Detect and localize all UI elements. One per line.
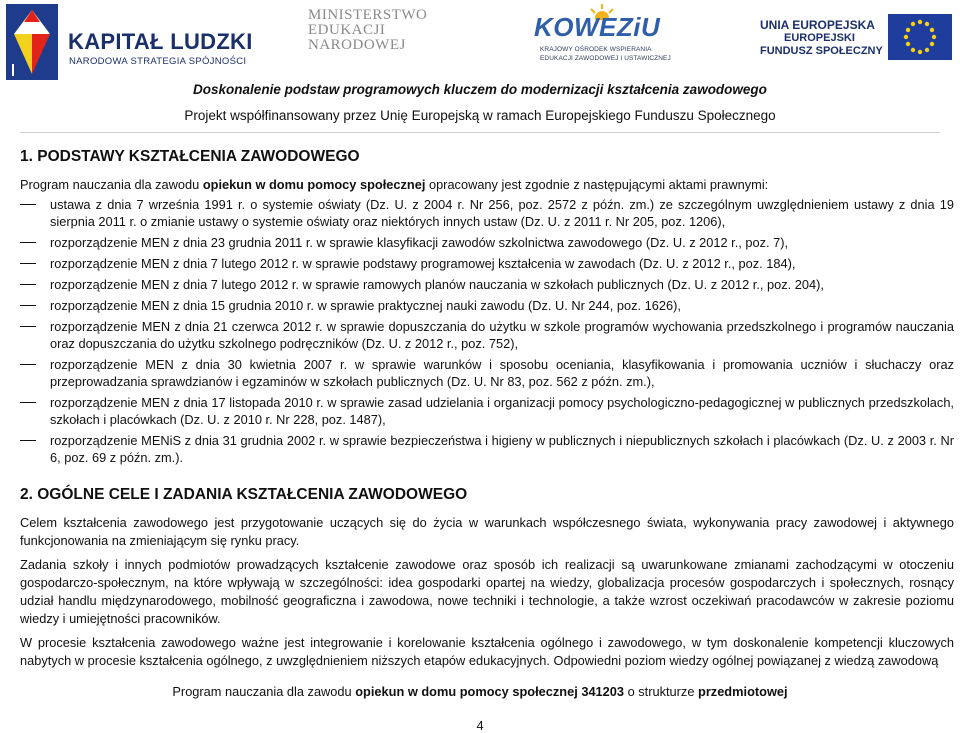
intro-text-pre: Program nauczania dla zawodu [20,177,203,192]
koweziu-title: KOWEZiU [534,12,661,42]
list-item: ustawa z dnia 7 września 1991 r. o systemie oświaty (Dz. U. z 2004 r. Nr 256, poz. 2572 z późn. zm.) ze szczególnym uwzględnieniem ustawy z dnia 19 sierpnia 2011 r. o zmianie ustawy o systemie oświaty oraz niektórych innych ustaw (Dz. U. z 2011 r. Nr 205, poz. 1206), [20,196,954,230]
ue-line-3: FUNDUSZ SPOŁECZNY [760,45,883,57]
footer-profession: opiekun w domu pomocy społecznej 341203 [355,684,625,699]
men-line-3: NARODOWEJ [308,37,406,53]
kapital-ludzki-emblem-icon [6,4,58,80]
list-item: rozporządzenie MEN z dnia 7 lutego 2012 r. w sprawie podstawy programowej kształcenia w zawodach (Dz. U. z 2012 r., poz. 184), [20,255,954,272]
intro-text-post: opracowany jest zgodnie z następującymi aktami prawnymi: [425,177,769,192]
ue-line-1: UNIA EUROPEJSKA [760,18,875,32]
page-footer [0,684,960,699]
section-1-intro [20,177,768,192]
footer-structure: przedmiotowej [698,684,788,699]
koweziu-subtitle-2: EDUKACJI ZAWODOWEJ I USTAWICZNEJ [540,55,671,62]
footer-text-pre: Program nauczania dla zawodu [172,684,356,699]
kapital-ludzki-subtitle: NARODOWA STRATEGIA SPÓJNOŚCI [69,56,247,67]
list-item: rozporządzenie MEN z dnia 7 lutego 2012 r. w sprawie ramowych planów nauczania w szkołach publicznych (Dz. U. z 2012 r., poz. 204), [20,276,954,293]
legal-acts-list [20,196,954,470]
list-item: rozporządzenie MEN z dnia 21 czerwca 2012 r. w sprawie dopuszczania do użytku w szkole programów wychowania przedszkolnego i programów nauczania oraz dopuszczania do użytku szkolnego podręczników (Dz. U. z 2012 r., poz. 752), [20,318,954,352]
section-2-heading: 2. OGÓLNE CELE I ZADANIA KSZTAŁCENIA ZAWODOWEGO [20,486,468,503]
list-item: rozporządzenie MEN z dnia 17 listopada 2010 r. w sprawie zasad udzielania i organizacji pomocy psychologiczno-pedagogicznej w publicznych przedszkolach, szkołach i placówkach (Dz. U. z 2010 r. Nr 228, poz. 1487), [20,394,954,428]
list-item: rozporządzenie MEN z dnia 15 grudnia 2010 r. w sprawie praktycznej nauki zawodu (Dz. U. Nr 244, poz. 1626), [20,297,954,314]
list-item: rozporządzenie MENiS z dnia 31 grudnia 2002 r. w sprawie bezpieczeństwa i higieny w publicznych i niepublicznych szkołach i placówkach (Dz. U. z 2003 r. Nr 6, poz. 69 z późn. zm.). [20,432,954,466]
kapital-ludzki-title: KAPITAŁ LUDZKI [68,29,253,54]
koweziu-subtitle-1: KRAJOWY OŚRODEK WSPIERANIA [540,46,652,53]
list-item: rozporządzenie MEN z dnia 30 kwietnia 2007 r. w sprawie warunków i sposobu oceniania, klasyfikowania i promowania uczniów i słuchaczy oraz przeprowadzania sprawdzianów i egzaminów w szkołach publicznych (Dz. U. Nr 83, poz. 562 z późn. zm.), [20,356,954,390]
footer-text-mid: o strukturze [624,684,698,699]
project-title: Doskonalenie podstaw programowych kluczem do modernizacji kształcenia zawodowego [193,82,767,97]
koweziu-logo [530,4,670,68]
list-item: rozporządzenie MEN z dnia 23 grudnia 2011 r. w sprawie klasyfikacji zawodów szkolnictwa zawodowego (Dz. U. z 2012 r., poz. 7), [20,234,954,251]
paragraph: Celem kształcenia zawodowego jest przygotowanie uczących się do życia w warunkach współczesnego świata, wykonywania pracy zawodowej i aktywnego funkcjonowania na zmieniającym się rynku pracy. [20,515,954,548]
unia-europejska-logo [760,14,956,64]
eu-flag-icon [888,14,952,60]
header-divider [20,132,940,133]
men-line-1: MINISTERSTWO [308,7,428,23]
paragraph: Zadania szkoły i innych podmiotów prowadzących kształcenie zawodowe oraz sposób ich realizacji są uwarunkowane zmianami zachodzącymi w otoczeniu gospodarczo-społecznym, na które wpływają w szczególności: idea gospodarki opartej na wiedzy, globalizacja procesów gospodarczych i społecznych, rosnący udział handlu międzynarodowego, mobilność geograficzna i zawodowa, nowe techniki i technologie, a także wzrost oczekiwań pracodawców w zakresie poziomu wiedzy i umiejętności pracowników. [20,557,954,626]
project-cofinance-note: Projekt współfinansowany przez Unię Europejską w ramach Europejskiego Funduszu Społecznego [184,108,776,123]
page-number: 4 [476,718,484,733]
section-1-heading: 1. PODSTAWY KSZTAŁCENIA ZAWODOWEGO [20,148,360,165]
ministerstwo-logo [308,8,448,58]
intro-profession: opiekun w domu pomocy społecznej [202,177,426,192]
men-line-2: EDUKACJI [308,22,386,38]
ue-line-2: EUROPEJSKI [784,32,855,44]
paragraph: W procesie kształcenia zawodowego ważne jest integrowanie i korelowanie kształcenia ogólnego i zawodowego, w tym doskonalenie kompetencji kluczowych nabytych w procesie kształcenia ogólnego, z uwzględnieniem niższych etapów edukacyjnych. Odpowiedni poziom wiedzy ogólnej powiązanej z wiedzą zawodową [20,635,954,668]
kapital-ludzki-logo [6,4,256,80]
